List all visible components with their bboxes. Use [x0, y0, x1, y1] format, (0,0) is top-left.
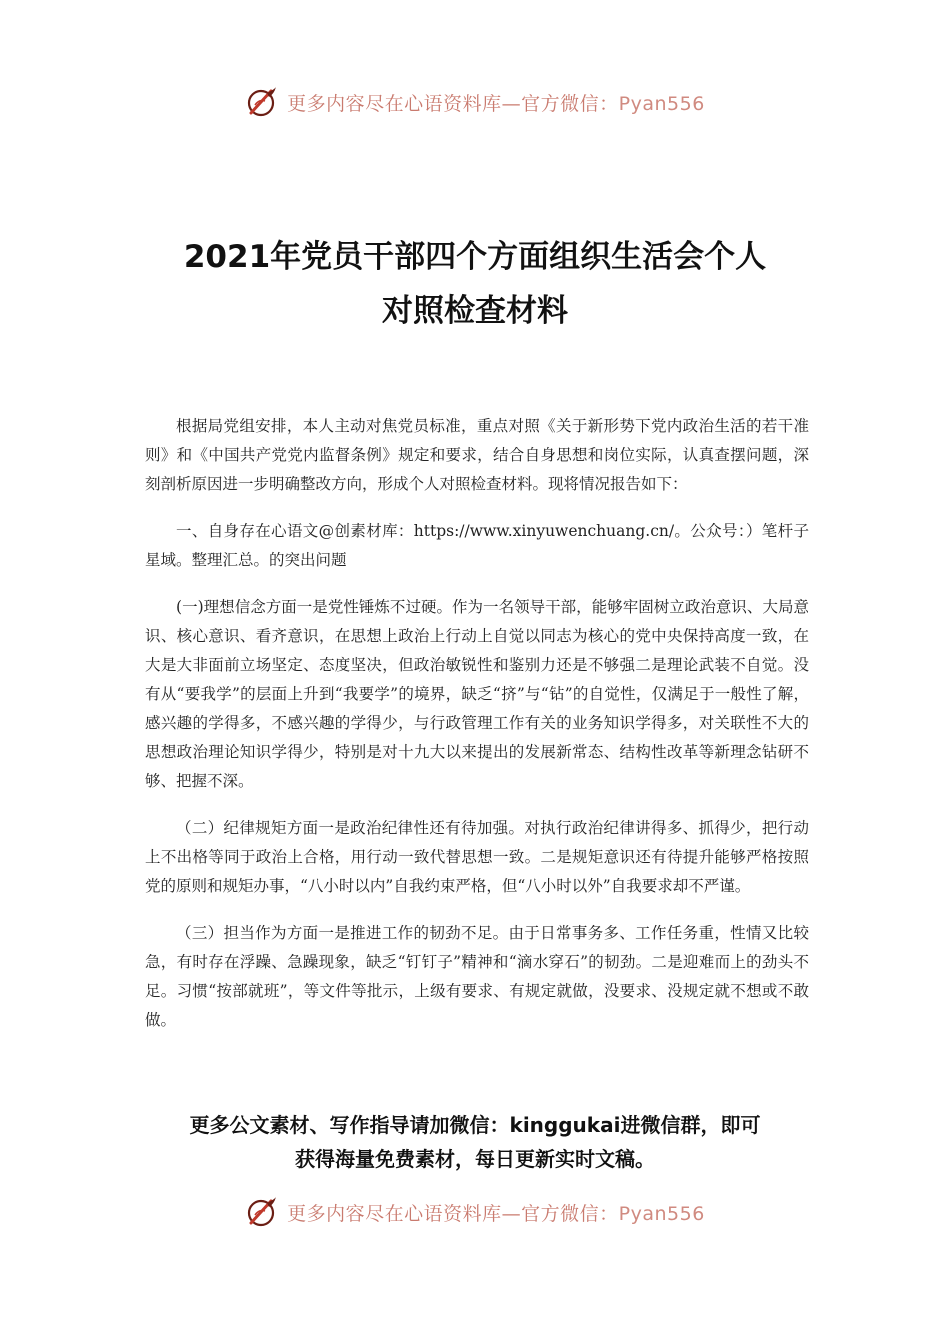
watermark-text: 更多内容尽在心语资料库—官方微信：Pyan556 — [287, 92, 705, 115]
watermark-wechat-id: Pyan556 — [618, 1202, 705, 1225]
watermark-footer — [0, 1192, 950, 1232]
paragraph-responsibility: （三）担当作为方面一是推进工作的韧劲不足。由于日常事务多、工作任务重，性情又比较急，有时存在浮躁、急躁现象，缺乏“钉钉子”精神和“滴水穿石”的韧劲。二是迎难而上的劲头不足。习惯“按部就班”，等文件等批示，上级有要求、有规定就做，没要求、没规定就不想或不敢做。 — [145, 924, 809, 1029]
paragraph-intro: 根据局党组安排，本人主动对焦党员标准，重点对照《关于新形势下党内政治生活的若干准则》和《中国共产党党内监督条例》规定和要求，结合自身思想和岗位实际，认真查摆问题，深刻剖析原因进一步明确整改方向，形成个人对照检查材料。现将情况报告如下： — [145, 417, 809, 493]
document-title — [100, 230, 850, 338]
footer-promo-line1: 更多公文素材、写作指导请加微信：kinggukai进微信群，即可 — [189, 1113, 761, 1137]
brush-pen-logo-icon — [245, 85, 279, 119]
watermark-header — [0, 82, 950, 122]
footer-promo-line2: 获得海量免费素材，每日更新实时文稿。 — [295, 1147, 655, 1171]
paragraph-ideals-beliefs: (一)理想信念方面一是党性锤炼不过硬。作为一名领导干部，能够牢固树立政治意识、大局意识、核心意识、看齐意识，在思想上政治上行动上自觉以同志为核心的党中央保持高度一致，在大是大非面前立场坚定、态度坚决，但政治敏锐性和鉴别力还是不够强二是理论武装不自觉。没有从“要我学”的层面上升到“我要学”的境界，缺乏“挤”与“钻”的自觉性，仅满足于一般性了解，感兴趣的学得多，不感兴趣的学得少，与行政管理工作有关的业务知识学得多，对关联性不大的思想政治理论知识学得少，特别是对十九大以来提出的发展新常态、结构性改革等新理念钻研不够、把握不深。 — [145, 598, 809, 790]
document-title-line1: 2021年党员干部四个方面组织生活会个人 — [183, 239, 767, 275]
watermark-content — [245, 85, 705, 119]
paragraph-section-heading: 一、自身存在心语文@创素材库：https://www.xinyuwenchuang.cn/。公众号：）笔杆子星域。整理汇总。的突出问题 — [145, 522, 809, 569]
watermark-wechat-id: Pyan556 — [618, 92, 705, 115]
paragraph-discipline-rules: （二）纪律规矩方面一是政治纪律性还有待加强。对执行政治纪律讲得多、抓得少，把行动上不出格等同于政治上合格，用行动一致代替思想一致。二是规矩意识还有待提升能够严格按照党的原则和规矩办事，“八小时以内”自我约束严格，但“八小时以外”自我要求却不严谨。 — [145, 819, 809, 895]
document-title-line2: 对照检查材料 — [382, 293, 568, 329]
footer-promo — [120, 1108, 830, 1176]
watermark-text: 更多内容尽在心语资料库—官方微信：Pyan556 — [287, 1202, 705, 1225]
brush-pen-logo-icon — [245, 1195, 279, 1229]
watermark-content — [245, 1195, 705, 1229]
document-body — [145, 412, 809, 1053]
